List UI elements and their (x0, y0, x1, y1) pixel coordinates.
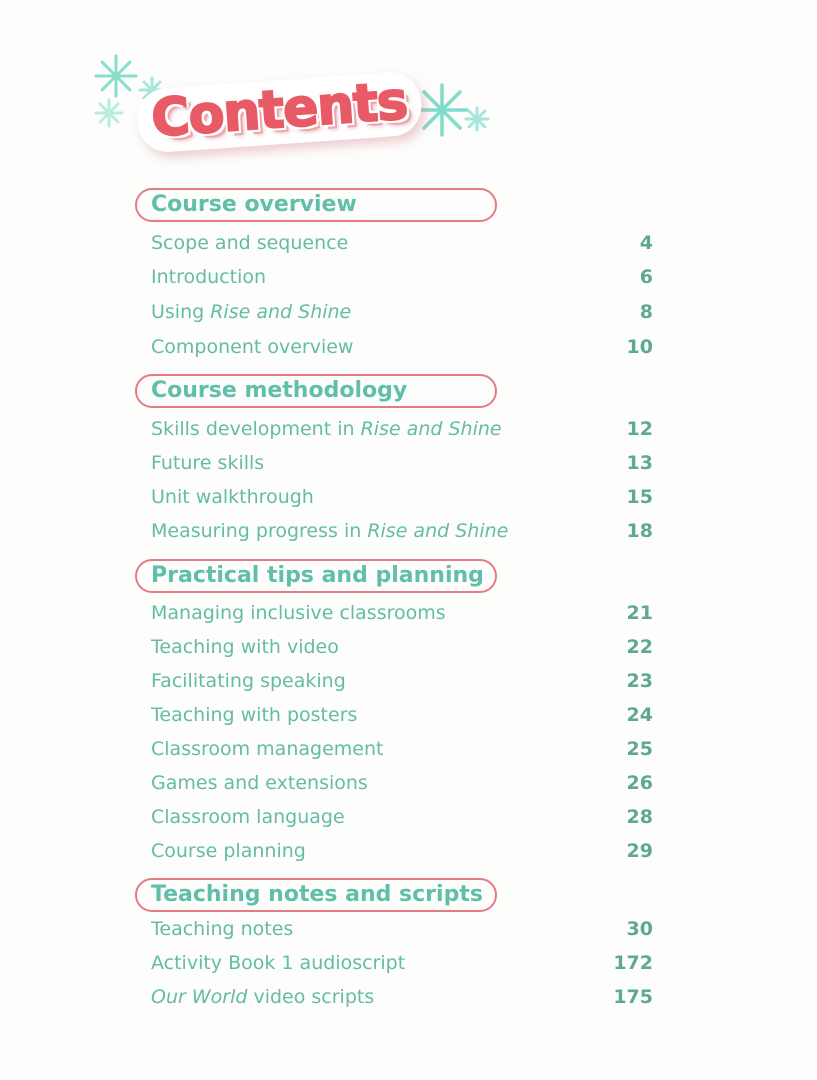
toc-entry (151, 704, 653, 734)
toc-entry-title: Scope and sequence (151, 232, 349, 254)
toc-entry-title: Classroom management (151, 738, 384, 760)
toc-entry-title: Measuring progress in Rise and Shine (151, 520, 509, 542)
toc-entry-title: Activity Book 1 audioscript (151, 952, 406, 974)
toc-entry-title: Skills development in Rise and Shine (151, 418, 502, 440)
toc-page-number: 175 (613, 986, 653, 1008)
toc-entry (151, 738, 653, 768)
toc-entry (151, 452, 653, 482)
section-heading-practical-tips (135, 559, 497, 593)
section-heading-course-overview (135, 188, 497, 222)
toc-page-number: 15 (626, 486, 653, 508)
title-area (80, 48, 500, 178)
toc-page-number: 22 (626, 636, 653, 658)
section-heading-text: Teaching notes and scripts (151, 882, 483, 907)
page-title (136, 70, 424, 154)
toc-entry (151, 418, 653, 448)
toc-entry (151, 772, 653, 802)
toc-entry (151, 301, 653, 331)
sparkle-star-icon (94, 54, 138, 98)
toc-page-number: 172 (613, 952, 653, 974)
toc-page-number: 12 (626, 418, 653, 440)
toc-entry (151, 636, 653, 666)
toc-entry (151, 486, 653, 516)
toc-entry (151, 336, 653, 366)
section-heading-course-methodology (135, 374, 497, 408)
toc-entry-title: Unit walkthrough (151, 486, 314, 508)
toc-entry-title: Our World video scripts (151, 986, 375, 1008)
toc-entry (151, 520, 653, 550)
toc-entry-title: Classroom language (151, 806, 345, 828)
section-heading-text: Practical tips and planning (151, 563, 484, 588)
toc-entry-title: Facilitating speaking (151, 670, 346, 692)
toc-page-number: 29 (626, 840, 653, 862)
section-heading-text: Course overview (151, 192, 357, 217)
sparkle-star-icon (94, 98, 124, 128)
toc-page-number: 25 (626, 738, 653, 760)
section-heading-teaching-notes (135, 878, 497, 912)
toc-page-number: 26 (626, 772, 653, 794)
page-title-text: Contents (136, 70, 424, 154)
toc-page-number: 23 (626, 670, 653, 692)
toc-page-number: 13 (626, 452, 653, 474)
toc-page-number: 8 (639, 301, 653, 323)
toc-entry-title: Using Rise and Shine (151, 301, 352, 323)
toc-entry-title: Games and extensions (151, 772, 368, 794)
toc-entry (151, 232, 653, 262)
toc-page-number: 6 (639, 266, 653, 288)
toc-page-number: 4 (639, 232, 653, 254)
toc-entry-title: Teaching notes (151, 918, 294, 940)
toc-entry (151, 266, 653, 296)
toc-page-number: 28 (626, 806, 653, 828)
toc-entry-title: Introduction (151, 266, 267, 288)
section-heading-text: Course methodology (151, 378, 408, 403)
toc-page-number: 10 (626, 336, 653, 358)
toc-page-number: 21 (626, 602, 653, 624)
toc-entry-title: Course planning (151, 840, 306, 862)
toc-page-number: 30 (626, 918, 653, 940)
toc-entry (151, 918, 653, 948)
toc-entry-title: Teaching with video (151, 636, 339, 658)
toc-entry (151, 952, 653, 982)
toc-entry-title: Future skills (151, 452, 265, 474)
toc-page-number: 24 (626, 704, 653, 726)
toc-page-number: 18 (626, 520, 653, 542)
toc-entry (151, 840, 653, 870)
toc-entry-title: Teaching with posters (151, 704, 358, 726)
toc-entry-title: Managing inclusive classrooms (151, 602, 446, 624)
toc-entry (151, 602, 653, 632)
toc-entry (151, 986, 653, 1016)
sparkle-star-icon (464, 106, 490, 132)
toc-entry (151, 806, 653, 836)
toc-entry-title: Component overview (151, 336, 354, 358)
toc-entry (151, 670, 653, 700)
